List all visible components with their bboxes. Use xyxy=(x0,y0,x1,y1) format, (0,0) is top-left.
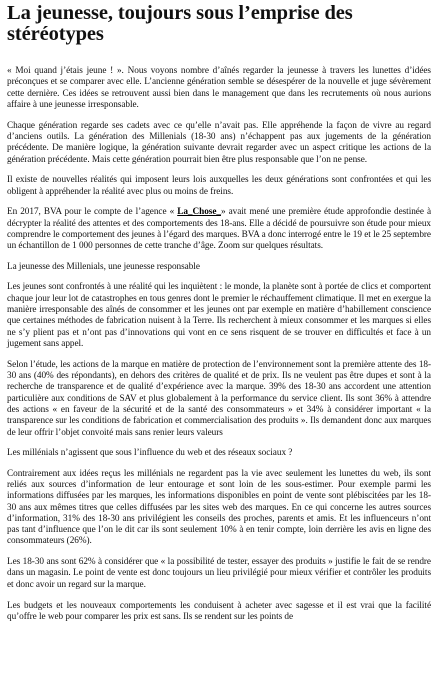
paragraph-realities: Il existe de nouvelles réalités qui imposent leurs lois auxquelles les deux générations sont confrontées et qui les obligent à appréhender la réalité avec plus ou moins de freins. xyxy=(7,175,431,197)
paragraph-generations: Chaque génération regarde ses cadets avec ce qu’elle n’avait pas. Elle appréhende la façon de vivre au regard d’anciens outils. La génération des Millenials (18-30 ans) n’échappent pas aux jugements de la génération précédente. De manière logique, la génération suivante devrait regarder avec un aspect critique les actions de la génération précédente. Mais cette génération pourrait bien être plus responsable que l’on ne pense. xyxy=(7,120,431,165)
paragraph-bva-study xyxy=(7,207,431,252)
paragraph-stores: Les 18-30 ans sont 62% à considérer que « la possibilité de tester, essayer des produits » justifie le fait de se rendre dans un magasin. Le point de vente est donc toujours un lieu privilégié pour mieux vérifier et contrôler les produits et donc avoir un regard sur la marque. xyxy=(7,557,431,590)
paragraph-bva-study-start: En 2017, BVA pour le compte de l’agence « xyxy=(7,207,178,218)
paragraph-budgets: Les budgets et les nouveaux comportements les conduisent à acheter avec sagesse et il est vrai que la facilité qu’offre le web pour comparer les prix est sans. Ils se rendent sur les points de xyxy=(7,600,431,622)
paragraph-intro: « Moi quand j’étais jeune ! ». Nous voyons nombre d’aînés regarder la jeunesse à travers les lunettes d’idées préconçues et se comparer avec elle. L’ancienne génération semble se désespérer de la nouvelle et juge sévèrement cette dernière. Ces idées se retrouvent aussi bien dans le management que dans les recrutements où nous aurions affaire à une jeunesse irresponsable. xyxy=(7,66,431,110)
subheading-responsible-youth: La jeunesse des Millenials, une jeunesse responsable xyxy=(7,262,200,273)
paragraph-worries: Les jeunes sont confrontés à une réalité qui les inquiètent : le monde, la planète sont à portée de clics et comportent chaque jour leur lot de catastrophes en tous genres dont le premier le réchauffement climatique. Il met en exergue la manière irresponsable des aînés de consommer et les jeunes ont par exemple en matière d’habillement conscience que certaines méthodes de fabrication nuisent à la Terre. Ils recherchent à mieux consommer et les marques si elles ne s’y plient pas et n’ont pas d’innovations qui vont en ce sens risquent de se trouver en difficultés et face à un jugement sans appel. xyxy=(7,282,431,349)
agency-link[interactable]: La_Chose_ xyxy=(177,207,221,218)
article-title: La jeunesse, toujours sous l’emprise des stéréotypes xyxy=(7,2,353,45)
subheading-web-influence: Les millénials n’agissent que sous l’influence du web et des réseaux sociaux ? xyxy=(7,448,293,459)
paragraph-study-results: Selon l’étude, les actions de la marque en matière de protection de l’environnement sont la première attente des 18-30 ans (40% des répondants), en dehors des critères de qualité et de prix. Ils ne veulent pas être dupes et sont à la recherche de transparence et de qualité d’expérience avec la marque. 39% des 18-30 ans accordent une attention particulière aux conditions de SAV et plus globalement à la performance du service client. Ils sont 36% à attendre des actions « en faveur de la sécurité et de la santé des consommateurs » et 34% à considérer important « la transparence sur les conditions de fabrication et commercialisation des produits ». Ils demandent donc aux marques de leur offrir l’objet convoité mais sans renier leurs valeurs xyxy=(7,359,431,438)
paragraph-bva-study-end: » avait mené une première étude approfondie destinée à décrypter la réalité des attentes et des comportements des 18-ans. Elle a décidé de poursuivre son étude pour mieux comprendre le comportement des jeunes à l’égard des marques. BVA a donc interrogé entre le 19 et le 25 septembre un échantillon de 1 000 personnes de cette tranche d’âge. Zoom sur quelques résultats. xyxy=(7,207,431,252)
paragraph-information-sources: Contrairement aux idées reçus les millénials ne regardent pas la vie avec seulement les lunettes du web, ils sont reliés aux sources d’information de leur entourage et sont loin de les sous-estimer. Pour exemple parmi les informations diffusées par les marques, les informations disponibles en point de vente sont plébiscitées par les 18-30 ans aux mêmes titres que celles diffusées par les sites web des marques. En ce qui concerne les autres sources d’information, 31% des 18-30 ans privilégient les conseils des proches, parents et amis. Et les influenceurs n’ont pas tant d’influence que l’on le dit car ils sont seulement 10% à en tenir compte, loin derrière les avis en ligne des consommateurs (26%). xyxy=(7,468,431,547)
